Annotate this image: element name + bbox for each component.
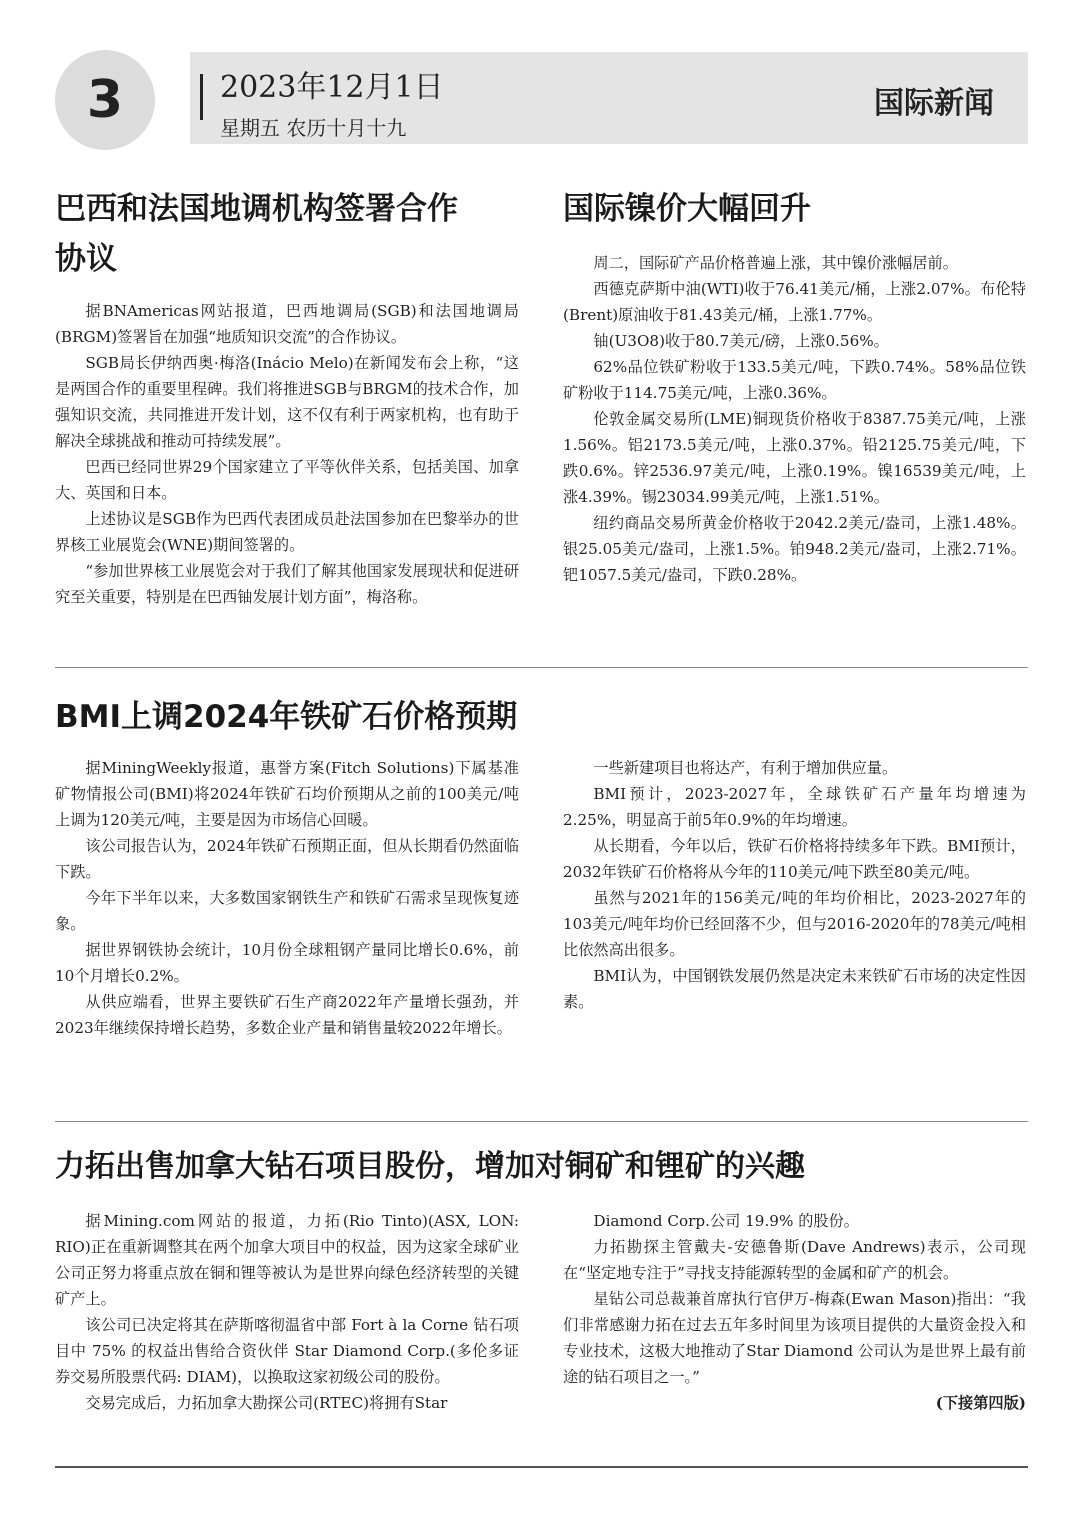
- paragraph: 伦敦金属交易所(LME)铜现货价格收于8387.75美元/吨，上涨1.56%。铝2173.5美元/吨，上涨0.37%。铅2125.75美元/吨，下跌0.6%。锌2536.97美元/吨，上涨0.19%。镍16539美元/吨，上涨4.39%。锡23034.99美元/吨，上涨1.51%。: [563, 410, 1026, 506]
- paragraph: 据BNAmericas网站报道，巴西地调局(SGB)和法国地调局(BRGM)签署旨在加强“地质知识交流”的合作协议。: [55, 302, 519, 346]
- section-divider: [55, 1121, 1028, 1122]
- article-headline: 国际镍价大幅回升: [563, 191, 811, 227]
- paragraph: 从长期看，今年以后，铁矿石价格将持续多年下跌。BMI预计，2032年铁矿石价格将从今年的110美元/吨下跌至80美元/吨。: [563, 837, 1026, 881]
- issue-lunar-date: 星期五 农历十月十九: [220, 116, 407, 140]
- masthead-band: [190, 52, 1028, 144]
- article-body: [55, 298, 519, 610]
- paragraph: BMI预计，2023-2027年，全球铁矿石产量年均增速为2.25%，明显高于前5年0.9%的年均增速。: [563, 785, 1026, 829]
- paragraph: 该公司报告认为，2024年铁矿石预期正面，但从长期看仍然面临下跌。: [55, 837, 519, 881]
- article-body-left: [55, 755, 519, 1041]
- section-divider: [55, 667, 1028, 668]
- article-headline: 力拓出售加拿大钻石项目股份，增加对铜矿和锂矿的兴趣: [55, 1149, 805, 1184]
- article-headline: BMI上调2024年铁矿石价格预期: [55, 699, 518, 735]
- issue-date: 2023年12月1日: [220, 70, 444, 105]
- headline-line: 巴西和法国地调机构签署合作: [55, 191, 458, 227]
- paragraph: 力拓勘探主管戴夫-安德鲁斯(Dave Andrews)表示，公司现在“坚定地专注于”寻找支持能源转型的金属和矿产的机会。: [563, 1238, 1026, 1282]
- paragraph: 虽然与2021年的156美元/吨的年均价相比，2023-2027年的103美元/吨年均价已经回落不少，但与2016-2020年的78美元/吨相比依然高出很多。: [563, 889, 1026, 959]
- continued-note: (下接第四版): [935, 1394, 1026, 1412]
- paragraph: 该公司已决定将其在萨斯喀彻温省中部 Fort à la Corne 钻石项目中 75% 的权益出售给合资伙伴 Star Diamond Corp.(多伦多证券交易所股票代码: DIAM)，以换取这家初级公司的股份。: [55, 1316, 519, 1386]
- masthead-divider: [200, 74, 203, 120]
- section-title: 国际新闻: [874, 86, 994, 121]
- paragraph: “参加世界核工业展览会对于我们了解其他国家发展现状和促进研究至关重要，特别是在巴西铀发展计划方面”，梅洛称。: [55, 562, 519, 606]
- paragraph: Diamond Corp.公司 19.9% 的股份。: [593, 1212, 859, 1230]
- paragraph: 据Mining.com网站的报道，力拓(Rio Tinto)(ASX, LON: RIO)正在重新调整其在两个加拿大项目中的权益，因为这家全球矿业公司正努力将重点放在铜和锂等被认为是世界向绿色经济转型的关键矿产上。: [55, 1212, 519, 1308]
- paragraph: 星钻公司总裁兼首席执行官伊万-梅森(Ewan Mason)指出：“我们非常感谢力拓在过去五年多时间里为该项目提供的大量资金投入和专业技术，这极大地推动了Star Diamond 公司认为是世界上最有前途的钻石项目之一。”: [563, 1290, 1026, 1386]
- paragraph: 从供应端看，世界主要铁矿石生产商2022年产量增长强劲，并2023年继续保持增长趋势，多数企业产量和销售量较2022年增长。: [55, 993, 519, 1037]
- paragraph: 周二，国际矿产品价格普遍上涨，其中镍价涨幅居前。: [593, 254, 958, 272]
- paragraph: 交易完成后，力拓加拿大勘探公司(RTEC)将拥有Star: [85, 1394, 448, 1412]
- page-number: 3: [86, 70, 124, 130]
- paragraph: 纽约商品交易所黄金价格收于2042.2美元/盎司，上涨1.48%。银25.05美元/盎司，上涨1.5%。铂948.2美元/盎司，上涨2.71%。钯1057.5美元/盎司，下跌0.28%。: [563, 514, 1026, 584]
- headline-line: 协议: [55, 241, 117, 277]
- page-number-badge: [55, 50, 155, 150]
- paragraph: 今年下半年以来，大多数国家钢铁生产和铁矿石需求呈现恢复迹象。: [55, 889, 519, 933]
- article-body: [563, 250, 1026, 588]
- article-body-right: [563, 755, 1026, 1015]
- article-body-left: [55, 1208, 519, 1416]
- paragraph: 西德克萨斯中油(WTI)收于76.41美元/桶，上涨2.07%。布伦特(Brent)原油收于81.43美元/桶，上涨1.77%。: [563, 280, 1026, 324]
- paragraph: BMI认为，中国钢铁发展仍然是决定未来铁矿石市场的决定性因素。: [563, 967, 1026, 1011]
- article-headline: [55, 184, 535, 284]
- page-bottom-rule: [55, 1466, 1028, 1468]
- paragraph: 巴西已经同世界29个国家建立了平等伙伴关系，包括美国、加拿大、英国和日本。: [55, 458, 519, 502]
- paragraph: SGB局长伊纳西奥·梅洛(Inácio Melo)在新闻发布会上称，“这是两国合作的重要里程碑。我们将推进SGB与BRGM的技术合作，加强知识交流，共同推进开发计划，这不仅有利于两家机构，也有助于解决全球挑战和推动可持续发展”。: [55, 354, 519, 450]
- paragraph: 上述协议是SGB作为巴西代表团成员赴法国参加在巴黎举办的世界核工业展览会(WNE)期间签署的。: [55, 510, 519, 554]
- paragraph: 铀(U3O8)收于80.7美元/磅，上涨0.56%。: [593, 332, 889, 350]
- paragraph: 62%品位铁矿粉收于133.5美元/吨，下跌0.74%。58%品位铁矿粉收于114.75美元/吨，上涨0.36%。: [563, 358, 1026, 402]
- paragraph: 据世界钢铁协会统计，10月份全球粗钢产量同比增长0.6%，前10个月增长0.2%。: [55, 941, 519, 985]
- article-body-right: [563, 1208, 1026, 1416]
- paragraph: 一些新建项目也将达产，有利于增加供应量。: [593, 759, 898, 777]
- paragraph: 据MiningWeekly报道，惠誉方案(Fitch Solutions)下属基准矿物情报公司(BMI)将2024年铁矿石均价预期从之前的100美元/吨上调为120美元/吨，主要是因为市场信心回暖。: [55, 759, 519, 829]
